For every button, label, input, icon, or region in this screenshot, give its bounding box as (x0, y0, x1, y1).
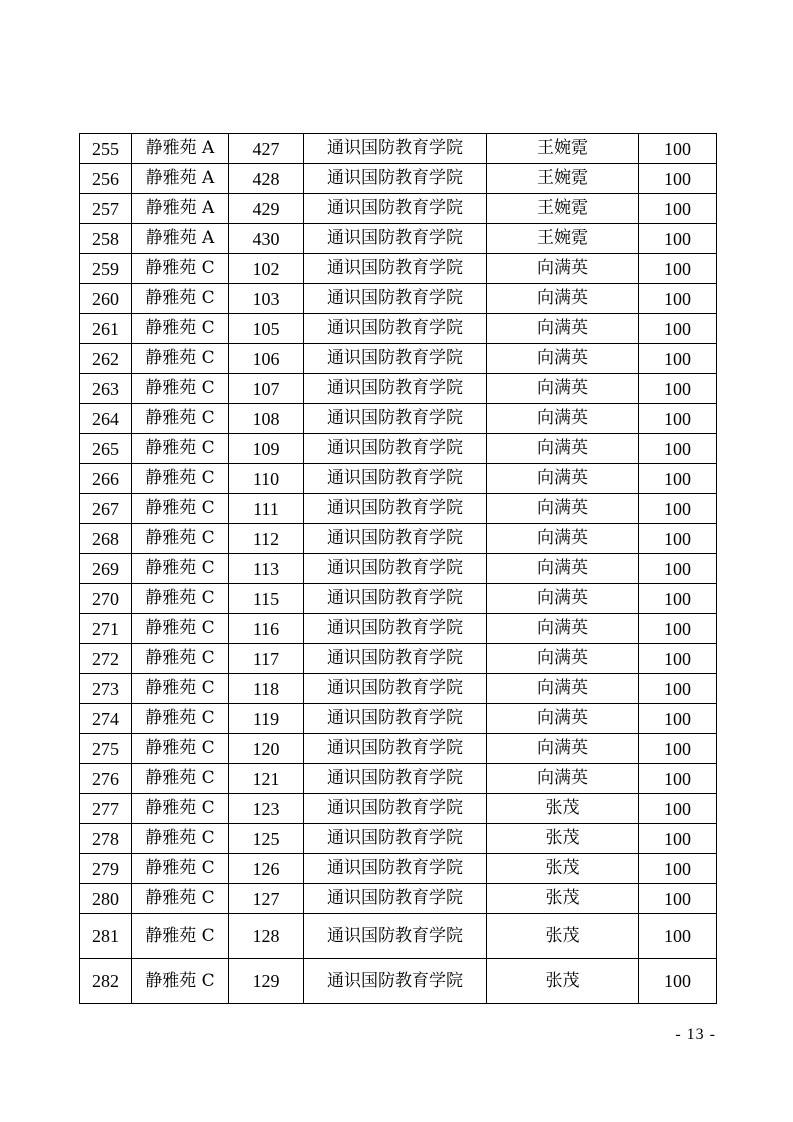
room-number-cell: 103 (229, 284, 304, 314)
college-cell: 通识国防教育学院 (304, 164, 487, 194)
building-cell: 静雅苑 C (132, 494, 229, 524)
table-row (80, 434, 717, 464)
row-number-cell: 271 (80, 614, 132, 644)
building-cell: 静雅苑 C (132, 344, 229, 374)
building-cell: 静雅苑 C (132, 254, 229, 284)
responsible-person-cell: 向满英 (487, 404, 639, 434)
room-number-cell: 107 (229, 374, 304, 404)
table-row (80, 959, 717, 1004)
table-row (80, 914, 717, 959)
building-cell: 静雅苑 C (132, 764, 229, 794)
row-number-cell: 276 (80, 764, 132, 794)
college-cell: 通识国防教育学院 (304, 959, 487, 1004)
room-number-cell: 113 (229, 554, 304, 584)
score-cell: 100 (639, 374, 717, 404)
score-cell: 100 (639, 614, 717, 644)
row-number-cell: 268 (80, 524, 132, 554)
building-cell: 静雅苑 C (132, 314, 229, 344)
table-row (80, 524, 717, 554)
table-row (80, 134, 717, 164)
table-row (80, 284, 717, 314)
table-row (80, 674, 717, 704)
building-cell: 静雅苑 C (132, 374, 229, 404)
row-number-cell: 273 (80, 674, 132, 704)
building-cell: 静雅苑 A (132, 134, 229, 164)
table-row (80, 794, 717, 824)
responsible-person-cell: 王婉霓 (487, 164, 639, 194)
score-cell: 100 (639, 824, 717, 854)
row-number-cell: 262 (80, 344, 132, 374)
score-cell: 100 (639, 434, 717, 464)
room-number-cell: 109 (229, 434, 304, 464)
responsible-person-cell: 张茂 (487, 854, 639, 884)
building-cell: 静雅苑 C (132, 404, 229, 434)
score-cell: 100 (639, 494, 717, 524)
table-row (80, 884, 717, 914)
building-cell: 静雅苑 C (132, 914, 229, 959)
row-number-cell: 281 (80, 914, 132, 959)
score-cell: 100 (639, 344, 717, 374)
row-number-cell: 259 (80, 254, 132, 284)
room-number-cell: 115 (229, 584, 304, 614)
responsible-person-cell: 向满英 (487, 314, 639, 344)
building-cell: 静雅苑 A (132, 224, 229, 254)
score-cell: 100 (639, 734, 717, 764)
college-cell: 通识国防教育学院 (304, 434, 487, 464)
responsible-person-cell: 向满英 (487, 464, 639, 494)
building-cell: 静雅苑 C (132, 959, 229, 1004)
table-row (80, 314, 717, 344)
building-cell: 静雅苑 C (132, 464, 229, 494)
responsible-person-cell: 向满英 (487, 284, 639, 314)
responsible-person-cell: 向满英 (487, 674, 639, 704)
row-number-cell: 275 (80, 734, 132, 764)
row-number-cell: 260 (80, 284, 132, 314)
room-number-cell: 123 (229, 794, 304, 824)
building-cell: 静雅苑 C (132, 854, 229, 884)
building-cell: 静雅苑 C (132, 674, 229, 704)
score-cell: 100 (639, 794, 717, 824)
room-number-cell: 108 (229, 404, 304, 434)
table-row (80, 764, 717, 794)
table-row (80, 224, 717, 254)
table-row (80, 614, 717, 644)
table-row (80, 194, 717, 224)
row-number-cell: 264 (80, 404, 132, 434)
score-cell: 100 (639, 404, 717, 434)
room-number-cell: 428 (229, 164, 304, 194)
room-number-cell: 106 (229, 344, 304, 374)
responsible-person-cell: 向满英 (487, 524, 639, 554)
row-number-cell: 257 (80, 194, 132, 224)
building-cell: 静雅苑 C (132, 434, 229, 464)
score-cell: 100 (639, 524, 717, 554)
score-cell: 100 (639, 914, 717, 959)
row-number-cell: 279 (80, 854, 132, 884)
score-cell: 100 (639, 224, 717, 254)
responsible-person-cell: 张茂 (487, 914, 639, 959)
college-cell: 通识国防教育学院 (304, 674, 487, 704)
table-row (80, 854, 717, 884)
table-row (80, 374, 717, 404)
college-cell: 通识国防教育学院 (304, 914, 487, 959)
table-body (80, 134, 717, 1004)
responsible-person-cell: 向满英 (487, 764, 639, 794)
room-number-cell: 427 (229, 134, 304, 164)
row-number-cell: 265 (80, 434, 132, 464)
college-cell: 通识国防教育学院 (304, 464, 487, 494)
college-cell: 通识国防教育学院 (304, 614, 487, 644)
score-cell: 100 (639, 164, 717, 194)
responsible-person-cell: 张茂 (487, 884, 639, 914)
score-cell: 100 (639, 284, 717, 314)
responsible-person-cell: 向满英 (487, 584, 639, 614)
responsible-person-cell: 向满英 (487, 344, 639, 374)
row-number-cell: 266 (80, 464, 132, 494)
college-cell: 通识国防教育学院 (304, 344, 487, 374)
responsible-person-cell: 向满英 (487, 374, 639, 404)
table-row (80, 704, 717, 734)
row-number-cell: 256 (80, 164, 132, 194)
score-cell: 100 (639, 554, 717, 584)
college-cell: 通识国防教育学院 (304, 494, 487, 524)
table-row (80, 344, 717, 374)
college-cell: 通识国防教育学院 (304, 404, 487, 434)
responsible-person-cell: 向满英 (487, 734, 639, 764)
college-cell: 通识国防教育学院 (304, 374, 487, 404)
row-number-cell: 278 (80, 824, 132, 854)
college-cell: 通识国防教育学院 (304, 254, 487, 284)
responsible-person-cell: 张茂 (487, 794, 639, 824)
score-cell: 100 (639, 704, 717, 734)
score-cell: 100 (639, 194, 717, 224)
row-number-cell: 282 (80, 959, 132, 1004)
table-row (80, 404, 717, 434)
building-cell: 静雅苑 A (132, 194, 229, 224)
dormitory-score-table (79, 133, 717, 1004)
table-row (80, 734, 717, 764)
room-number-cell: 120 (229, 734, 304, 764)
room-number-cell: 127 (229, 884, 304, 914)
score-cell: 100 (639, 584, 717, 614)
responsible-person-cell: 向满英 (487, 644, 639, 674)
table-row (80, 494, 717, 524)
college-cell: 通识国防教育学院 (304, 794, 487, 824)
table-row (80, 554, 717, 584)
building-cell: 静雅苑 C (132, 734, 229, 764)
row-number-cell: 280 (80, 884, 132, 914)
room-number-cell: 111 (229, 494, 304, 524)
table-row (80, 824, 717, 854)
room-number-cell: 116 (229, 614, 304, 644)
room-number-cell: 121 (229, 764, 304, 794)
score-cell: 100 (639, 464, 717, 494)
responsible-person-cell: 王婉霓 (487, 194, 639, 224)
row-number-cell: 269 (80, 554, 132, 584)
score-cell: 100 (639, 674, 717, 704)
college-cell: 通识国防教育学院 (304, 554, 487, 584)
building-cell: 静雅苑 C (132, 584, 229, 614)
building-cell: 静雅苑 C (132, 794, 229, 824)
college-cell: 通识国防教育学院 (304, 284, 487, 314)
room-number-cell: 118 (229, 674, 304, 704)
row-number-cell: 274 (80, 704, 132, 734)
row-number-cell: 270 (80, 584, 132, 614)
building-cell: 静雅苑 C (132, 644, 229, 674)
table-row (80, 464, 717, 494)
college-cell: 通识国防教育学院 (304, 884, 487, 914)
score-cell: 100 (639, 314, 717, 344)
responsible-person-cell: 向满英 (487, 554, 639, 584)
room-number-cell: 117 (229, 644, 304, 674)
row-number-cell: 272 (80, 644, 132, 674)
college-cell: 通识国防教育学院 (304, 644, 487, 674)
score-cell: 100 (639, 854, 717, 884)
row-number-cell: 267 (80, 494, 132, 524)
building-cell: 静雅苑 C (132, 704, 229, 734)
table-row (80, 644, 717, 674)
building-cell: 静雅苑 A (132, 164, 229, 194)
row-number-cell: 255 (80, 134, 132, 164)
score-cell: 100 (639, 134, 717, 164)
college-cell: 通识国防教育学院 (304, 314, 487, 344)
score-cell: 100 (639, 959, 717, 1004)
table-row (80, 584, 717, 614)
room-number-cell: 105 (229, 314, 304, 344)
room-number-cell: 112 (229, 524, 304, 554)
college-cell: 通识国防教育学院 (304, 224, 487, 254)
responsible-person-cell: 张茂 (487, 959, 639, 1004)
college-cell: 通识国防教育学院 (304, 584, 487, 614)
room-number-cell: 129 (229, 959, 304, 1004)
room-number-cell: 430 (229, 224, 304, 254)
building-cell: 静雅苑 C (132, 524, 229, 554)
row-number-cell: 263 (80, 374, 132, 404)
college-cell: 通识国防教育学院 (304, 524, 487, 554)
room-number-cell: 110 (229, 464, 304, 494)
score-cell: 100 (639, 884, 717, 914)
room-number-cell: 125 (229, 824, 304, 854)
score-cell: 100 (639, 254, 717, 284)
responsible-person-cell: 王婉霓 (487, 224, 639, 254)
college-cell: 通识国防教育学院 (304, 194, 487, 224)
building-cell: 静雅苑 C (132, 884, 229, 914)
responsible-person-cell: 向满英 (487, 254, 639, 284)
college-cell: 通识国防教育学院 (304, 134, 487, 164)
table-row (80, 254, 717, 284)
college-cell: 通识国防教育学院 (304, 764, 487, 794)
responsible-person-cell: 向满英 (487, 434, 639, 464)
college-cell: 通识国防教育学院 (304, 854, 487, 884)
room-number-cell: 126 (229, 854, 304, 884)
building-cell: 静雅苑 C (132, 614, 229, 644)
building-cell: 静雅苑 C (132, 824, 229, 854)
college-cell: 通识国防教育学院 (304, 704, 487, 734)
score-cell: 100 (639, 644, 717, 674)
page-number: - 13 - (675, 1026, 716, 1043)
responsible-person-cell: 王婉霓 (487, 134, 639, 164)
responsible-person-cell: 向满英 (487, 614, 639, 644)
building-cell: 静雅苑 C (132, 284, 229, 314)
row-number-cell: 277 (80, 794, 132, 824)
responsible-person-cell: 张茂 (487, 824, 639, 854)
responsible-person-cell: 向满英 (487, 704, 639, 734)
responsible-person-cell: 向满英 (487, 494, 639, 524)
college-cell: 通识国防教育学院 (304, 734, 487, 764)
building-cell: 静雅苑 C (132, 554, 229, 584)
college-cell: 通识国防教育学院 (304, 824, 487, 854)
room-number-cell: 119 (229, 704, 304, 734)
row-number-cell: 261 (80, 314, 132, 344)
room-number-cell: 128 (229, 914, 304, 959)
room-number-cell: 102 (229, 254, 304, 284)
room-number-cell: 429 (229, 194, 304, 224)
score-cell: 100 (639, 764, 717, 794)
row-number-cell: 258 (80, 224, 132, 254)
table-row (80, 164, 717, 194)
